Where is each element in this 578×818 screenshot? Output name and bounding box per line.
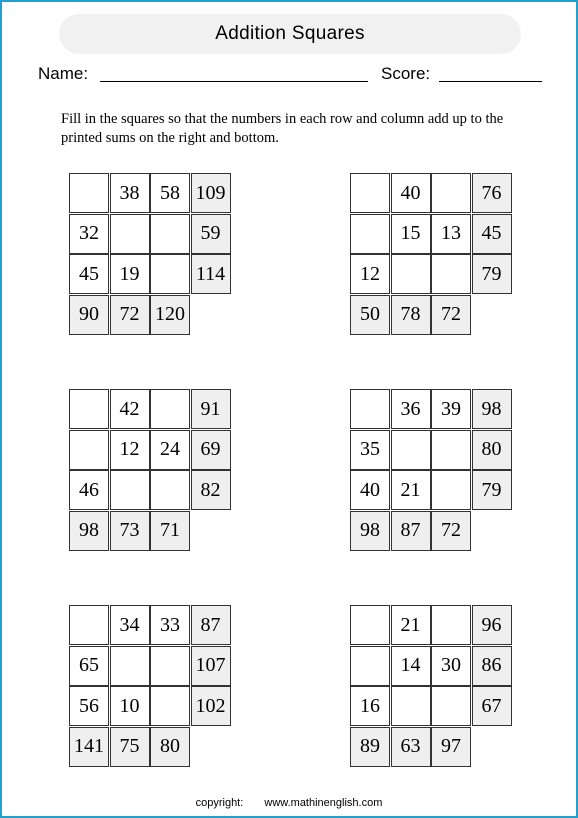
given-cell: 32 [69, 214, 109, 254]
blank-cell[interactable] [350, 605, 390, 645]
sum-cell: 59 [191, 214, 231, 254]
sum-cell: 89 [350, 727, 390, 767]
sum-cell: 141 [69, 727, 109, 767]
blank-cell[interactable] [69, 173, 109, 213]
sum-cell: 67 [472, 686, 512, 726]
given-cell: 16 [350, 686, 390, 726]
sum-cell: 78 [391, 295, 431, 335]
given-cell: 56 [69, 686, 109, 726]
sum-cell: 82 [191, 470, 231, 510]
sum-cell: 73 [110, 511, 150, 551]
sum-cell: 90 [69, 295, 109, 335]
name-label: Name: [38, 64, 89, 83]
sum-cell: 91 [191, 389, 231, 429]
sum-cell: 50 [350, 295, 390, 335]
worksheet-title [59, 14, 521, 54]
given-cell: 65 [69, 646, 109, 686]
sum-cell: 71 [150, 511, 190, 551]
given-cell: 13 [431, 214, 471, 254]
sum-cell: 45 [472, 214, 512, 254]
puzzle-3 [69, 389, 230, 551]
blank-cell[interactable] [110, 470, 150, 510]
blank-cell[interactable] [150, 686, 190, 726]
given-cell: 36 [391, 389, 431, 429]
blank-cell[interactable] [431, 470, 471, 510]
blank-cell[interactable] [150, 646, 190, 686]
puzzle-1 [69, 173, 230, 335]
given-cell: 19 [110, 254, 150, 294]
given-cell: 45 [69, 254, 109, 294]
sum-cell: 72 [431, 295, 471, 335]
given-cell: 40 [350, 470, 390, 510]
blank-cell[interactable] [391, 430, 431, 470]
blank-cell[interactable] [350, 646, 390, 686]
sum-cell: 69 [191, 430, 231, 470]
sum-cell: 120 [150, 295, 190, 335]
score-blank-line [439, 81, 542, 82]
blank-cell[interactable] [350, 173, 390, 213]
blank-cell[interactable] [150, 214, 190, 254]
sum-cell: 102 [191, 686, 231, 726]
blank-cell[interactable] [391, 254, 431, 294]
puzzle-5 [69, 605, 230, 767]
sum-cell: 87 [391, 511, 431, 551]
blank-cell[interactable] [110, 214, 150, 254]
given-cell: 58 [150, 173, 190, 213]
given-cell: 38 [110, 173, 150, 213]
given-cell: 10 [110, 686, 150, 726]
sum-cell: 98 [472, 389, 512, 429]
given-cell: 35 [350, 430, 390, 470]
blank-cell[interactable] [431, 605, 471, 645]
sum-cell: 72 [431, 511, 471, 551]
sum-cell: 107 [191, 646, 231, 686]
puzzle-4 [350, 389, 511, 551]
blank-cell[interactable] [391, 686, 431, 726]
blank-cell[interactable] [150, 470, 190, 510]
score-label: Score: [381, 64, 431, 83]
sum-cell: 75 [110, 727, 150, 767]
given-cell: 12 [110, 430, 150, 470]
blank-cell[interactable] [431, 686, 471, 726]
sum-cell: 114 [191, 254, 231, 294]
sum-cell: 79 [472, 254, 512, 294]
sum-cell: 98 [350, 511, 390, 551]
given-cell: 12 [350, 254, 390, 294]
given-cell: 46 [69, 470, 109, 510]
blank-cell[interactable] [350, 214, 390, 254]
blank-cell[interactable] [150, 254, 190, 294]
puzzle-2 [350, 173, 511, 335]
sum-cell: 76 [472, 173, 512, 213]
given-cell: 42 [110, 389, 150, 429]
given-cell: 33 [150, 605, 190, 645]
sum-cell: 63 [391, 727, 431, 767]
sum-cell: 72 [110, 295, 150, 335]
sum-cell: 98 [69, 511, 109, 551]
blank-cell[interactable] [431, 430, 471, 470]
blank-cell[interactable] [431, 173, 471, 213]
given-cell: 39 [431, 389, 471, 429]
sum-cell: 80 [472, 430, 512, 470]
given-cell: 30 [431, 646, 471, 686]
given-cell: 15 [391, 214, 431, 254]
footer-url: www.mathinenglish.com [264, 797, 383, 809]
instructions: Fill in the squares so that the numbers in each row and column add up to the printed sums on the right and bottom. [61, 111, 504, 146]
blank-cell[interactable] [431, 254, 471, 294]
sum-cell: 96 [472, 605, 512, 645]
given-cell: 34 [110, 605, 150, 645]
sum-cell: 109 [191, 173, 231, 213]
blank-cell[interactable] [69, 389, 109, 429]
given-cell: 21 [391, 605, 431, 645]
sum-cell: 87 [191, 605, 231, 645]
copyright-label: copyright: [195, 797, 244, 809]
sum-cell: 80 [150, 727, 190, 767]
blank-cell[interactable] [69, 430, 109, 470]
sum-cell: 97 [431, 727, 471, 767]
blank-cell[interactable] [150, 389, 190, 429]
given-cell: 40 [391, 173, 431, 213]
given-cell: 14 [391, 646, 431, 686]
puzzle-6 [350, 605, 511, 767]
given-cell: 24 [150, 430, 190, 470]
sum-cell: 79 [472, 470, 512, 510]
blank-cell[interactable] [69, 605, 109, 645]
sum-cell: 86 [472, 646, 512, 686]
footer [2, 797, 576, 809]
given-cell: 21 [391, 470, 431, 510]
title-text: Addition Squares [215, 23, 365, 44]
name-blank-line [100, 81, 368, 82]
blank-cell[interactable] [110, 646, 150, 686]
name-score-row [38, 64, 548, 88]
blank-cell[interactable] [350, 389, 390, 429]
